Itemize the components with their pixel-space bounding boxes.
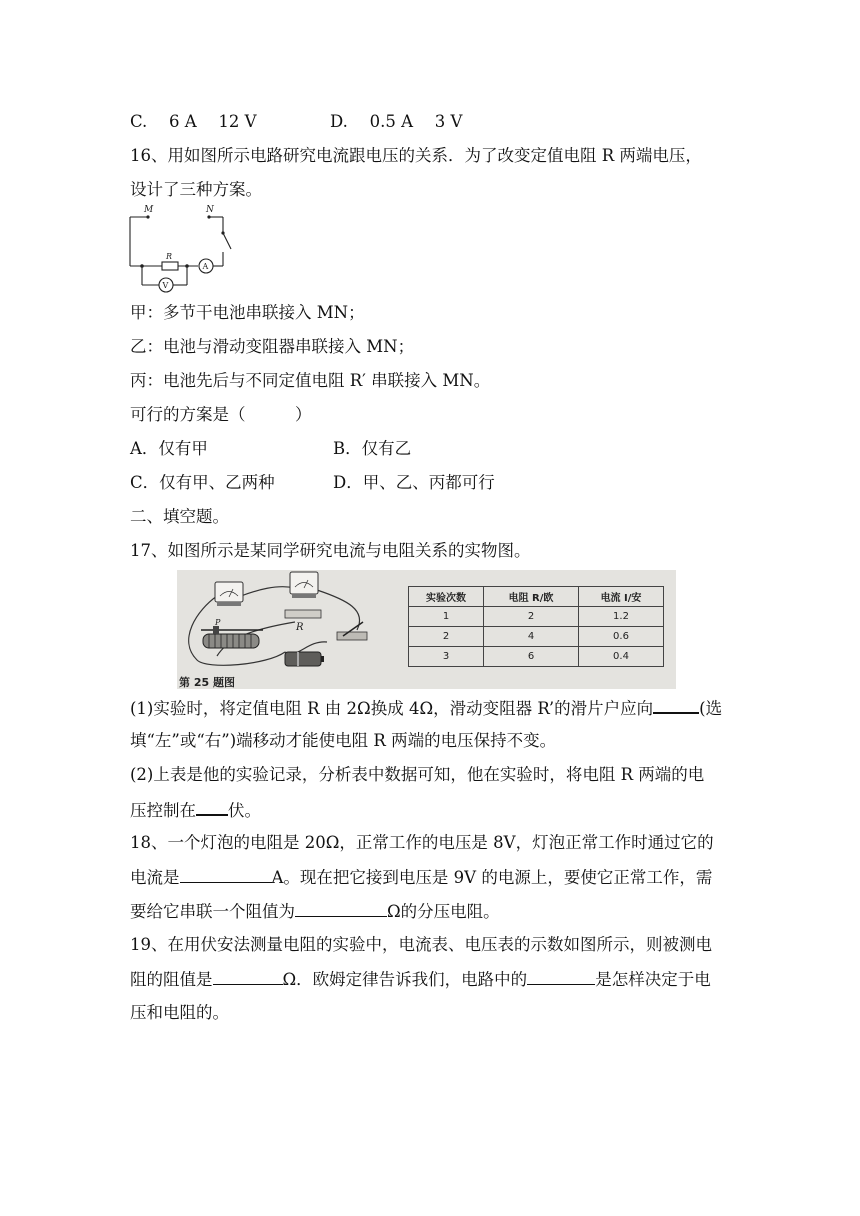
q16-plan-bing: 丙：电池先后与不同定值电阻 R′ 串联接入 MN。 [130,371,491,390]
table-cell: 2 [484,607,579,627]
q18-answer-blank-2[interactable] [295,900,387,917]
q18-line1: 18、一个灯泡的电阻是 20Ω，正常工作的电压是 8V，灯泡正常工作时通过它的 [130,833,714,852]
q17-figure-caption: 第 25 题图 [179,676,235,689]
q19-text-a: 阻的阻值是 [130,970,213,989]
q15-option-d: D. 0.5 A 3 V [330,112,463,131]
q16-option-b: B．仅有乙 [333,439,412,458]
photo-label-r: R [296,622,304,633]
table-cell: 0.4 [579,647,664,667]
q18-line3 [130,900,500,923]
q17-figure [177,570,676,689]
q18-text-c: 要给它串联一个阻值为 [130,902,295,921]
q17-apparatus-photo [177,570,407,689]
section-title: 二、填空题。 [130,507,229,526]
ammeter-symbol: A [202,262,209,271]
q16-option-a: A．仅有甲 [130,439,208,458]
q17-part1-line1 [130,696,722,720]
q19-line3: 压和电阻的。 [130,1003,229,1022]
q17-part2-text-c: 伏。 [228,801,261,820]
q15-options-row [130,111,462,133]
q18-answer-blank-1[interactable] [180,866,272,883]
q19-text-b: Ω．欧姆定律告诉我们，电路中的 [282,970,528,989]
table-cell: 1 [409,607,484,627]
q16-option-c: C．仅有甲、乙两种 [130,473,275,492]
q17-data-table [408,586,664,667]
photo-label-p: P [215,618,221,627]
circuit-label-n: N [206,205,214,215]
q19-answer-blank-2[interactable] [527,968,595,985]
table-cell: 3 [409,647,484,667]
q17-answer-blank-2[interactable] [196,798,228,816]
table-cell: 2 [409,627,484,647]
q19-line1: 19、在用伏安法测量电阻的实验中，电流表、电压表的示数如图所示，则被测电 [130,935,712,954]
table-cell: 4 [484,627,579,647]
q16-question: 可行的方案是（ ） [130,405,312,424]
q17-part1-text-b: (选 [699,699,723,718]
table-header-row [409,587,664,607]
q15-option-c: C. 6 A 12 V [130,112,257,131]
q17-stem: 17、如图所示是某同学研究电流与电阻关系的实物图。 [130,541,531,560]
q16-options-row2 [130,472,495,494]
table-cell: 1.2 [579,607,664,627]
table-header-cell: 实验次数 [409,587,484,607]
voltmeter-symbol: V [162,281,169,290]
table-row [409,647,664,667]
q17-part1-line2: 填“左”或“右”)端移动才能使电阻 R 两端的电压保持不变。 [130,731,557,750]
q19-line2 [130,968,711,991]
q18-text-a: 电流是 [130,868,180,887]
table-cell: 6 [484,647,579,667]
q17-part2-line1: (2)上表是他的实验记录，分析表中数据可知，他在实验时，将电阻 R 两端的电 [130,765,705,784]
circuit-label-m: M [144,205,154,215]
table-header-cell: 电阻 R/欧 [484,587,579,607]
q19-answer-blank-1[interactable] [213,968,283,985]
q16-circuit-diagram [124,203,244,295]
table-cell: 0.6 [579,627,664,647]
q16-options-row1 [130,438,411,460]
q16-plan-yi: 乙：电池与滑动变阻器串联接入 MN； [130,337,415,356]
table-row [409,627,664,647]
q16-plan-jia: 甲：多节干电池串联接入 MN； [130,303,365,322]
q17-part2-text-b: 压控制在 [130,801,196,820]
q18-text-b: A。现在把它接到电压是 9V 的电源上，要使它正常工作，需 [271,868,713,887]
table-row [409,607,664,627]
q19-text-c: 是怎样决定于电 [595,970,711,989]
q18-text-d: Ω的分压电阻。 [387,902,500,921]
table-header-cell: 电流 I/安 [579,587,664,607]
q16-option-d: D．甲、乙、丙都可行 [333,473,495,492]
q17-answer-blank-1[interactable] [653,696,699,714]
q18-line2 [130,866,712,889]
circuit-label-r: R [166,252,173,261]
q17-part1-text-a: (1)实验时，将定值电阻 R 由 2Ω换成 4Ω，滑动变阻器 R’的滑片户应向 [130,699,654,718]
q17-part2-line2 [130,798,261,822]
q16-stem-line2: 设计了三种方案。 [130,180,262,199]
q16-stem-line1: 16、用如图所示电路研究电流跟电压的关系．为了改变定值电阻 R 两端电压， [130,146,702,165]
